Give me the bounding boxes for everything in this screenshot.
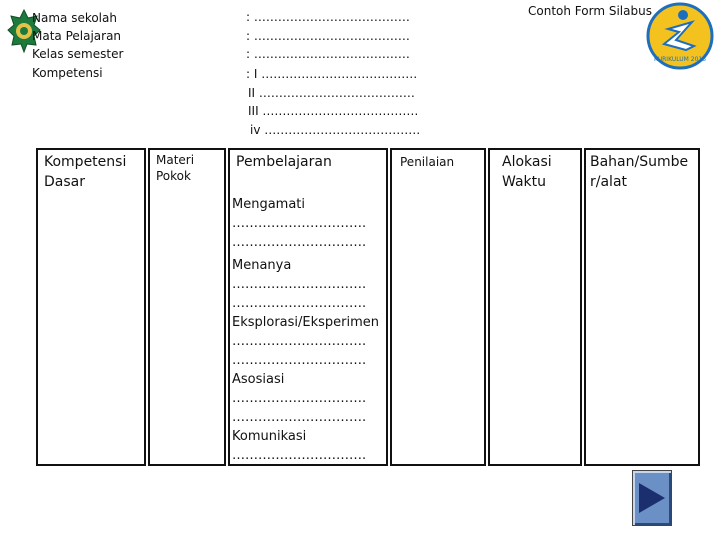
logo-text: KURIKULUM 2013 <box>653 56 707 63</box>
class-semester-label: Kelas semester <box>32 47 124 61</box>
learning-dots: …………………………. <box>232 391 367 406</box>
column-header-line1: Pembelajaran <box>236 154 332 170</box>
learning-step-asosiasi: Asosiasi <box>232 372 285 387</box>
learning-step-mengamati: Mengamati <box>232 197 306 212</box>
column-kompetensi-dasar <box>36 148 146 466</box>
school-name-value: : ………………………………… <box>246 10 410 24</box>
learning-dots: …………………………. <box>232 334 367 349</box>
competency-value-4: iv ………………………………… <box>250 123 421 137</box>
learning-step-eksplorasi: Eksplorasi/Eksperimen <box>232 315 380 330</box>
column-header-line2: Pokok <box>156 169 191 183</box>
kurikulum-logo-icon <box>646 2 714 70</box>
column-header-line1: Penilaian <box>400 155 455 169</box>
learning-dots: …………………………. <box>232 448 367 463</box>
column-penilaian <box>390 148 486 466</box>
school-name-label: Nama sekolah <box>32 11 117 25</box>
column-header-line2: Waktu <box>502 174 546 190</box>
page-title: Contoh Form Silabus <box>528 4 652 18</box>
subject-value: : ………………………………… <box>246 29 410 43</box>
learning-step-menanya: Menanya <box>232 258 292 273</box>
competency-value-3: III ………………………………… <box>248 104 419 118</box>
column-materi-pokok <box>148 148 226 466</box>
learning-dots: …………………………. <box>232 296 367 311</box>
class-semester-value: : ………………………………… <box>246 47 410 61</box>
learning-dots: …………………………. <box>232 235 367 250</box>
subject-label: Mata Pelajaran <box>32 29 122 43</box>
learning-dots: …………………………. <box>232 410 367 425</box>
next-arrow-icon <box>633 471 671 525</box>
learning-dots: …………………………. <box>232 353 367 368</box>
competency-value-2: II ………………………………… <box>248 86 415 100</box>
column-header-line1: Bahan/Sumbe <box>590 154 689 170</box>
learning-dots: …………………………. <box>232 277 367 292</box>
competency-value-1: : I ………………………………… <box>246 67 418 81</box>
column-header-line2: Dasar <box>44 174 85 190</box>
column-bahan-sumber-alat <box>584 148 700 466</box>
next-slide-button[interactable] <box>632 470 672 526</box>
column-header-line1: Materi <box>156 153 195 167</box>
column-header-line1: Kompetensi <box>44 154 127 170</box>
learning-step-komunikasi: Komunikasi <box>232 429 307 444</box>
learning-dots: …………………………. <box>232 216 367 231</box>
column-alokasi-waktu <box>488 148 582 466</box>
column-header-line2: r/alat <box>590 174 628 190</box>
competency-label: Kompetensi <box>32 66 103 80</box>
column-header-line1: Alokasi <box>502 154 552 170</box>
